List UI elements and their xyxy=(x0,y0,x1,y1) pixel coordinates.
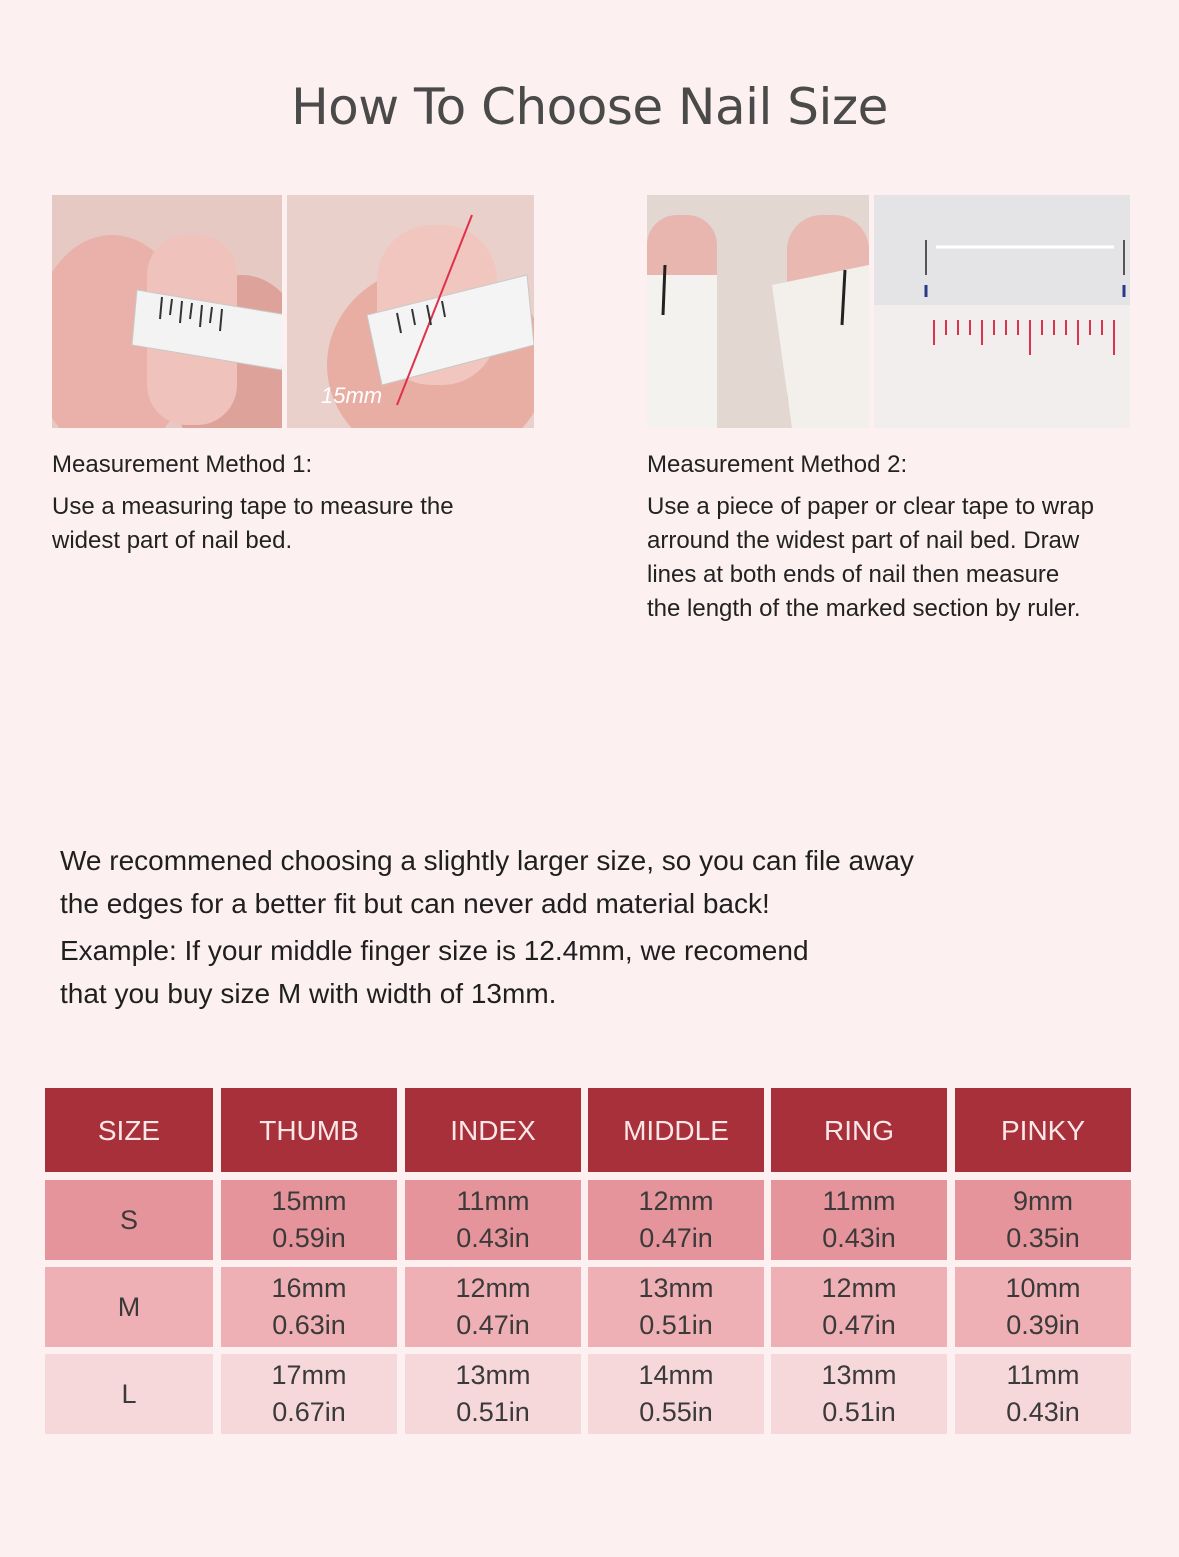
method1-photo-right xyxy=(287,195,534,428)
table-cell xyxy=(588,1180,764,1260)
cell-in: 0.47in xyxy=(822,1310,896,1340)
table-cell xyxy=(588,1267,764,1347)
method2-line: Use a piece of paper or clear tape to wrap xyxy=(647,493,1094,520)
table-header-pinky: PINKY xyxy=(955,1088,1131,1172)
cell-in: 0.51in xyxy=(456,1397,530,1427)
cell-mm: 12mm xyxy=(455,1273,531,1303)
table-size-m: M xyxy=(45,1267,213,1347)
method2-line: arround the widest part of nail bed. Draw xyxy=(647,527,1080,554)
table-cell xyxy=(955,1354,1131,1434)
method1-line: Use a measuring tape to measure the xyxy=(52,493,454,520)
cell-mm: 9mm xyxy=(1013,1186,1073,1216)
cell-in: 0.47in xyxy=(456,1310,530,1340)
method2-description xyxy=(647,490,1094,626)
method2-line: the length of the marked section by ruler. xyxy=(647,595,1081,622)
table-cell xyxy=(955,1267,1131,1347)
example-line: Example: If your middle finger size is 12.4mm, we recomend xyxy=(60,935,809,966)
recommendation-line: We recommened choosing a slightly larger size, so you can file away xyxy=(60,845,914,876)
method1-description xyxy=(52,490,454,558)
cell-mm: 15mm xyxy=(271,1186,347,1216)
method1-line: widest part of nail bed. xyxy=(52,527,293,554)
table-cell xyxy=(771,1354,947,1434)
table-cell xyxy=(771,1267,947,1347)
cell-mm: 14mm xyxy=(638,1360,714,1390)
cell-mm: 13mm xyxy=(638,1273,714,1303)
table-cell xyxy=(771,1180,947,1260)
table-size-l: L xyxy=(45,1354,213,1434)
method2-photo-right xyxy=(874,195,1130,428)
table-size-s: S xyxy=(45,1180,213,1260)
cell-mm: 11mm xyxy=(822,1186,896,1216)
table-cell xyxy=(955,1180,1131,1260)
cell-in: 0.39in xyxy=(1006,1310,1080,1340)
cell-in: 0.43in xyxy=(822,1223,896,1253)
cell-in: 0.59in xyxy=(272,1223,346,1253)
cell-mm: 12mm xyxy=(638,1186,714,1216)
cell-in: 0.63in xyxy=(272,1310,346,1340)
cell-mm: 13mm xyxy=(821,1360,897,1390)
table-header-middle: MIDDLE xyxy=(588,1088,764,1172)
recommendation-example xyxy=(60,929,1120,1015)
method2-heading: Measurement Method 2: xyxy=(647,451,908,478)
cell-mm: 11mm xyxy=(1006,1360,1080,1390)
cell-mm: 17mm xyxy=(271,1360,347,1390)
table-cell xyxy=(221,1267,397,1347)
table-cell xyxy=(405,1267,581,1347)
example-line: that you buy size M with width of 13mm. xyxy=(60,978,557,1009)
method2-line: lines at both ends of nail then measure xyxy=(647,561,1060,588)
cell-in: 0.51in xyxy=(639,1310,713,1340)
table-header-thumb: THUMB xyxy=(221,1088,397,1172)
table-cell xyxy=(405,1354,581,1434)
cell-in: 0.47in xyxy=(639,1223,713,1253)
method1-photo-label: 15mm xyxy=(321,383,383,408)
method1-photo-left xyxy=(52,195,282,428)
table-cell xyxy=(405,1180,581,1260)
cell-mm: 10mm xyxy=(1005,1273,1081,1303)
cell-in: 0.67in xyxy=(272,1397,346,1427)
table-header-size: SIZE xyxy=(45,1088,213,1172)
table-cell xyxy=(221,1354,397,1434)
page-title: How To Choose Nail Size xyxy=(291,78,888,136)
method1-heading: Measurement Method 1: xyxy=(52,451,313,478)
cell-in: 0.55in xyxy=(639,1397,713,1427)
cell-mm: 16mm xyxy=(271,1273,347,1303)
table-cell xyxy=(588,1354,764,1434)
cell-in: 0.43in xyxy=(1006,1397,1080,1427)
cell-in: 0.43in xyxy=(456,1223,530,1253)
recommendation-text xyxy=(60,839,1120,925)
table-header-ring: RING xyxy=(771,1088,947,1172)
cell-mm: 12mm xyxy=(821,1273,897,1303)
table-cell xyxy=(221,1180,397,1260)
table-header-index: INDEX xyxy=(405,1088,581,1172)
cell-mm: 13mm xyxy=(455,1360,531,1390)
cell-in: 0.51in xyxy=(822,1397,896,1427)
cell-mm: 11mm xyxy=(456,1186,530,1216)
cell-in: 0.35in xyxy=(1006,1223,1080,1253)
recommendation-line: the edges for a better fit but can never add material back! xyxy=(60,888,770,919)
method2-photo-left xyxy=(647,195,869,428)
